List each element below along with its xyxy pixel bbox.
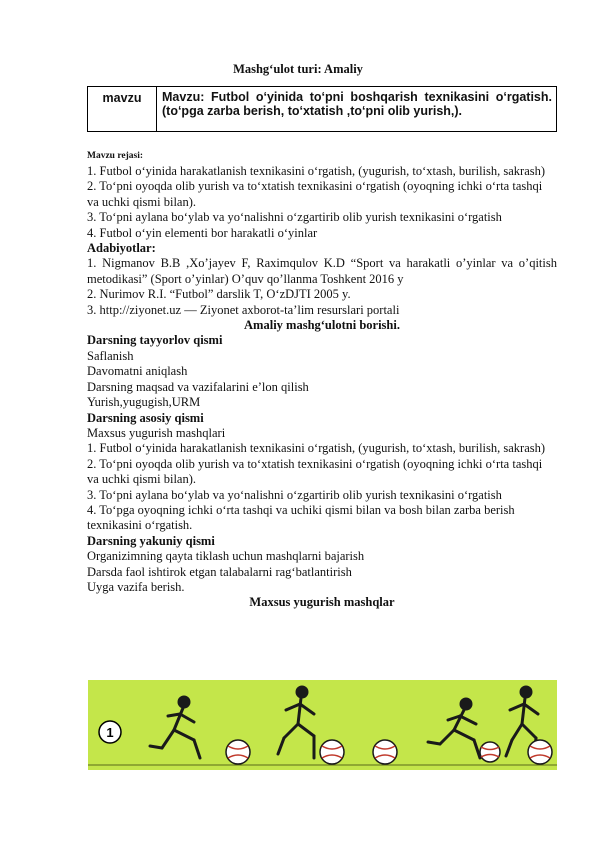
preparatory-item: Yurish,yugugish,URM [87,395,201,410]
ball [226,740,250,764]
preparatory-item: Saflanish [87,348,134,363]
topic-table [87,86,557,132]
document-body [87,150,557,611]
preparatory-item: Darsning maqsad va vazifalarini e’lon qilish [87,379,309,394]
plan-item: 4. Futbol o‘yin elementi bor harakatli o‘yinlar [87,225,318,240]
literature-item: 1. Nigmanov B.B ,Xo’jayev F, Raximqulov K.D “Sport va harakatli o’yinlar va o’qitish metodikasi” (Sport o’yinlar) O’quv qo’llanma Toshkent 2016 y [87,256,557,286]
final-part-item: Organizimning qayta tiklash uchun mashqlarni bajarish [87,549,365,564]
document-title: Mashg‘ulot turi: Amaliy [233,62,363,76]
topic-key-cell: mavzu [88,87,157,132]
final-part-heading: Darsning yakuniy qismi [87,533,215,548]
plan-item: 1. Futbol o‘yinida harakatlanish texnikasini o‘rgatish, (yugurish, to‘xtash, burilish, sakrash) [87,164,546,178]
ball [320,740,344,764]
plan-item: 3. To‘pni aylana bo‘ylab va yo‘nalishni o‘zgartirib olib yurish texnikasini o‘rgatish [87,210,502,225]
main-part-item: 1. Futbol o‘yinida harakatlanish texnikasini o‘rgatish, (yugurish, to‘xtash, burilish, sakrash) [87,441,546,456]
running-exercise-illustration [88,680,557,770]
main-part-item: Maxsus yugurish mashqlari [87,425,226,440]
player-figure [150,697,200,758]
illustration-svg [88,680,557,770]
progress-heading: Amaliy mashg‘ulotni borishi. [244,318,400,333]
ball [373,740,397,764]
literature-item: 3. http://ziyonet.uz — Ziyonet axborot-ta’lim resurslari portali [87,302,400,317]
preparatory-item: Davomatni aniqlash [87,364,188,379]
topic-value-cell: Mavzu: Futbol o‘yinida to‘pni boshqarish texnikasini o‘rgatish. (to‘pga zarba berish, to‘xtatish ,to‘pni olib yurish,). [157,87,557,132]
literature-item: 2. Nurimov R.I. “Futbol” darslik T, O‘zDJTI 2005 y. [87,287,351,302]
figure-heading: Maxsus yugurish mashqlar [249,595,395,610]
main-part-heading: Darsning asosiy qismi [87,410,204,425]
player-figure [428,699,480,758]
number-badge-label: 1 [106,725,114,740]
player-figure [278,687,314,758]
ball [528,740,552,764]
ball [480,742,500,762]
preparatory-heading: Darsning tayyorlov qismi [87,333,223,348]
topic-row [88,87,557,132]
main-part-item: 2. To‘pni oyoqda olib yurish va to‘xtatish texnikasini o‘rgatish (oyoqning ichki o‘rta tashqi va uchki qismi bilan). [87,456,543,487]
main-part-item: 4. To‘pga oyoqning ichki o‘rta tashqi va uchiki qismi bilan va bosh bilan zarba berish texnikasini o‘rgatish. [87,502,515,533]
final-part-item: Uyga vazifa berish. [87,579,185,594]
final-part-item: Darsda faol ishtirok etgan talabalarni rag‘batlantirish [87,564,352,579]
plan-label: Mavzu rejasi: [87,151,144,161]
main-part-item: 3. To‘pni aylana bo‘ylab va yo‘nalishni o‘zgartirib olib yurish texnikasini o‘rgatish [87,487,502,502]
literature-heading: Adabiyotlar: [87,241,156,256]
plan-item: 2. To‘pni oyoqda olib yurish va to‘xtatish texnikasini o‘rgatish (oyoqning ichki o‘rta tashqi va uchki qismi bilan). [87,179,543,209]
